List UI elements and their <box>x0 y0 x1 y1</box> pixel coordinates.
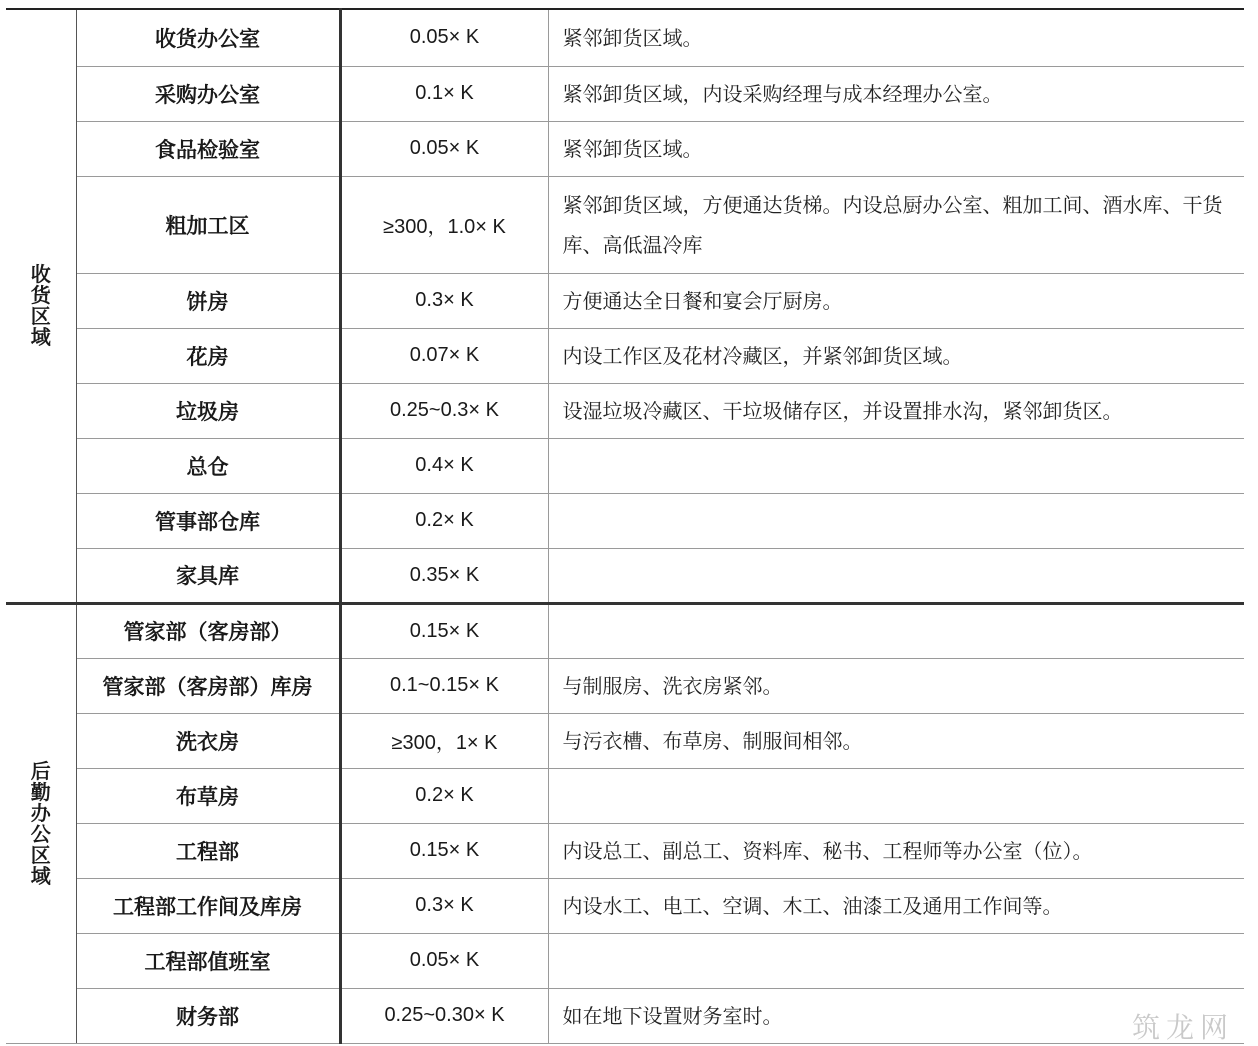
room-note: 与制服房、洗衣房紧邻。 <box>548 658 1244 713</box>
room-note: 内设工作区及花材冷藏区，并紧邻卸货区域。 <box>548 328 1244 383</box>
room-note: 紧邻卸货区域，方便通达货梯。内设总厨办公室、粗加工间、酒水库、干货库、高低温冷库 <box>548 176 1244 273</box>
table-row <box>6 878 1244 933</box>
area-ratio: 0.05× K <box>340 121 548 176</box>
room-name: 布草房 <box>76 768 340 823</box>
room-name: 粗加工区 <box>76 176 340 273</box>
watermark-logo: 筑龙网 <box>1131 1011 1234 1044</box>
area-ratio: 0.05× K <box>340 9 548 66</box>
room-name: 工程部工作间及库房 <box>76 878 340 933</box>
table-row <box>6 438 1244 493</box>
group-label <box>6 603 76 1043</box>
room-note: 紧邻卸货区域。 <box>548 9 1244 66</box>
table-row <box>6 603 1244 658</box>
room-name: 收货办公室 <box>76 9 340 66</box>
area-ratio: 0.15× K <box>340 603 548 658</box>
room-name: 采购办公室 <box>76 66 340 121</box>
area-ratio: 0.25~0.3× K <box>340 383 548 438</box>
area-ratio: ≥300，1.0× K <box>340 176 548 273</box>
room-note <box>548 438 1244 493</box>
table-row <box>6 658 1244 713</box>
area-ratio: 0.07× K <box>340 328 548 383</box>
area-ratio: 0.2× K <box>340 493 548 548</box>
area-ratio: 0.4× K <box>340 438 548 493</box>
table-body <box>6 9 1244 1043</box>
room-name: 管家部（客房部） <box>76 603 340 658</box>
table-row <box>6 328 1244 383</box>
area-ratio: 0.35× K <box>340 548 548 603</box>
room-name: 管事部仓库 <box>76 493 340 548</box>
room-note: 设湿垃圾冷藏区、干垃圾储存区，并设置排水沟，紧邻卸货区。 <box>548 383 1244 438</box>
room-name: 垃圾房 <box>76 383 340 438</box>
table-row <box>6 548 1244 603</box>
room-name: 管家部（客房部）库房 <box>76 658 340 713</box>
area-spec-table <box>6 8 1244 1044</box>
area-ratio: 0.1× K <box>340 66 548 121</box>
room-note: 紧邻卸货区域。 <box>548 121 1244 176</box>
room-name: 总仓 <box>76 438 340 493</box>
room-name: 花房 <box>76 328 340 383</box>
area-ratio: 0.1~0.15× K <box>340 658 548 713</box>
area-ratio: 0.2× K <box>340 768 548 823</box>
room-note <box>548 493 1244 548</box>
area-ratio: 0.25~0.30× K <box>340 988 548 1043</box>
table-row <box>6 823 1244 878</box>
room-name: 洗衣房 <box>76 713 340 768</box>
room-note: 内设水工、电工、空调、木工、油漆工及通用工作间等。 <box>548 878 1244 933</box>
group-label-text: 后勤办公区域 <box>30 758 51 888</box>
table-row <box>6 383 1244 438</box>
room-note: 内设总工、副总工、资料库、秘书、工程师等办公室（位）。 <box>548 823 1244 878</box>
room-note <box>548 768 1244 823</box>
group-label-text: 收货区域 <box>30 261 51 349</box>
room-name: 财务部 <box>76 988 340 1043</box>
area-ratio: 0.05× K <box>340 933 548 988</box>
room-note: 与污衣槽、布草房、制服间相邻。 <box>548 713 1244 768</box>
table-row <box>6 176 1244 273</box>
room-name: 家具库 <box>76 548 340 603</box>
table-row <box>6 768 1244 823</box>
room-name: 工程部 <box>76 823 340 878</box>
table-row <box>6 121 1244 176</box>
table-row <box>6 933 1244 988</box>
room-note <box>548 933 1244 988</box>
table-row <box>6 66 1244 121</box>
area-ratio: 0.3× K <box>340 878 548 933</box>
room-note: 方便通达全日餐和宴会厅厨房。 <box>548 273 1244 328</box>
area-ratio: 0.15× K <box>340 823 548 878</box>
room-note <box>548 603 1244 658</box>
room-note <box>548 548 1244 603</box>
table-row <box>6 9 1244 66</box>
table-row <box>6 493 1244 548</box>
group-label <box>6 9 76 603</box>
table-row <box>6 713 1244 768</box>
room-name: 工程部值班室 <box>76 933 340 988</box>
table-row <box>6 273 1244 328</box>
room-note: 紧邻卸货区域，内设采购经理与成本经理办公室。 <box>548 66 1244 121</box>
room-name: 饼房 <box>76 273 340 328</box>
area-ratio: ≥300，1× K <box>340 713 548 768</box>
room-name: 食品检验室 <box>76 121 340 176</box>
area-ratio: 0.3× K <box>340 273 548 328</box>
table-row <box>6 988 1244 1043</box>
room-note: 如在地下设置财务室时。 <box>548 988 1244 1043</box>
